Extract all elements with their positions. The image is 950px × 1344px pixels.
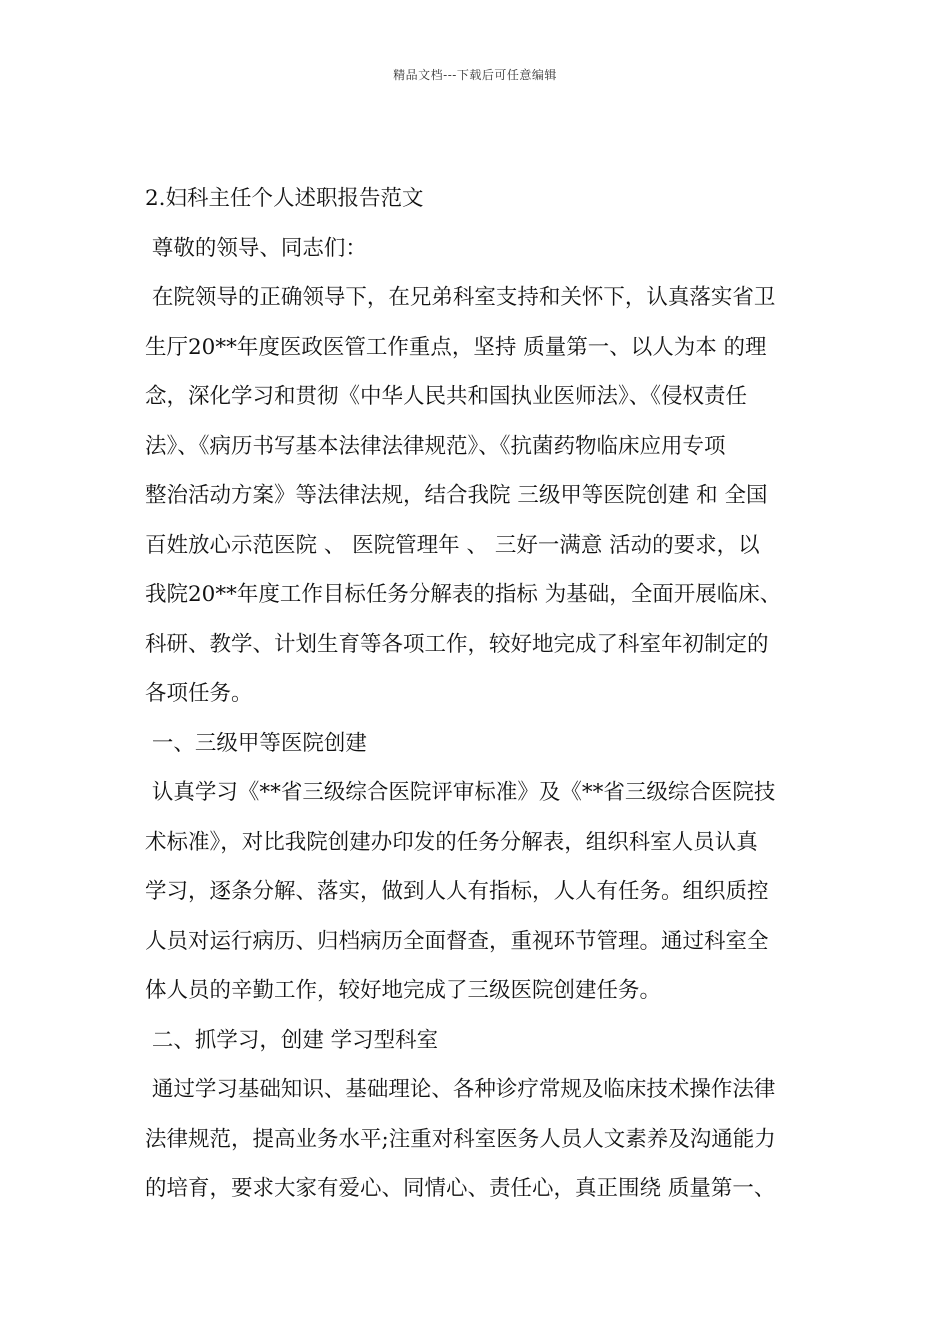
- salutation: 尊敬的领导、同志们：: [145, 235, 367, 261]
- section-heading: 二、抓学习，创建 学习型科室: [145, 1027, 439, 1053]
- paragraph-line: 我院20**年度工作目标任务分解表的指标 为基础，全面开展临床、: [145, 582, 782, 607]
- paragraph-line: 整治活动方案》等法律法规，结合我院 三级甲等医院创建 和 全国: [145, 483, 768, 508]
- paragraph-line: 人员对运行病历、归档病历全面督查，重视环节管理。通过科室全: [145, 928, 769, 954]
- paragraph-line: 通过学习基础知识、基础理论、各种诊疗常规及临床技术操作法律: [145, 1077, 776, 1102]
- document-body: [145, 174, 810, 1214]
- paragraph-line: 法》、《病历书写基本法律法律规范》、《抗菌药物临床应用专项: [145, 433, 726, 459]
- paragraph-line: 认真学习《**省三级综合医院评审标准》及《**省三级综合医院技: [145, 780, 776, 805]
- paragraph-line: 法律规范，提高业务水平;注重对科室医务人员人文素养及沟通能力: [145, 1126, 776, 1152]
- paragraph-line: 生厅20**年度医政医管工作重点，坚持 质量第一、以人为本 的理: [145, 334, 767, 360]
- paragraph-line: 的培育，要求大家有爱心、同情心、责任心，真正围绕 质量第一、: [145, 1176, 776, 1201]
- paragraph-line: 在院领导的正确领导下，在兄弟科室支持和关怀下，认真落实省卫: [145, 285, 776, 310]
- paragraph-line: 体人员的辛勤工作，较好地完成了三级医院创建任务。: [145, 978, 662, 1003]
- paragraph-line: 科研、教学、计划生育等各项工作，较好地完成了科室年初制定的: [145, 631, 769, 657]
- paragraph-line: 百姓放心示范医院 、 医院管理年 、 三好一满意 活动的要求，以: [145, 532, 760, 558]
- paragraph-line: 念，深化学习和贯彻《中华人民共和国执业医师法》、《侵权责任: [145, 384, 748, 409]
- paragraph-line: 学习，逐条分解、落实，做到人人有指标，人人有任务。组织质控: [145, 879, 769, 904]
- document-title: 2.妇科主任个人述职报告范文: [145, 186, 424, 211]
- paragraph-line: 术标准》，对比我院创建办印发的任务分解表，组织科室人员认真: [145, 829, 758, 855]
- paragraph-line: 各项任务。: [145, 681, 253, 706]
- page-header: 精品文档---下载后可任意编辑: [393, 68, 557, 82]
- section-heading: 一、三级甲等医院创建: [145, 730, 367, 756]
